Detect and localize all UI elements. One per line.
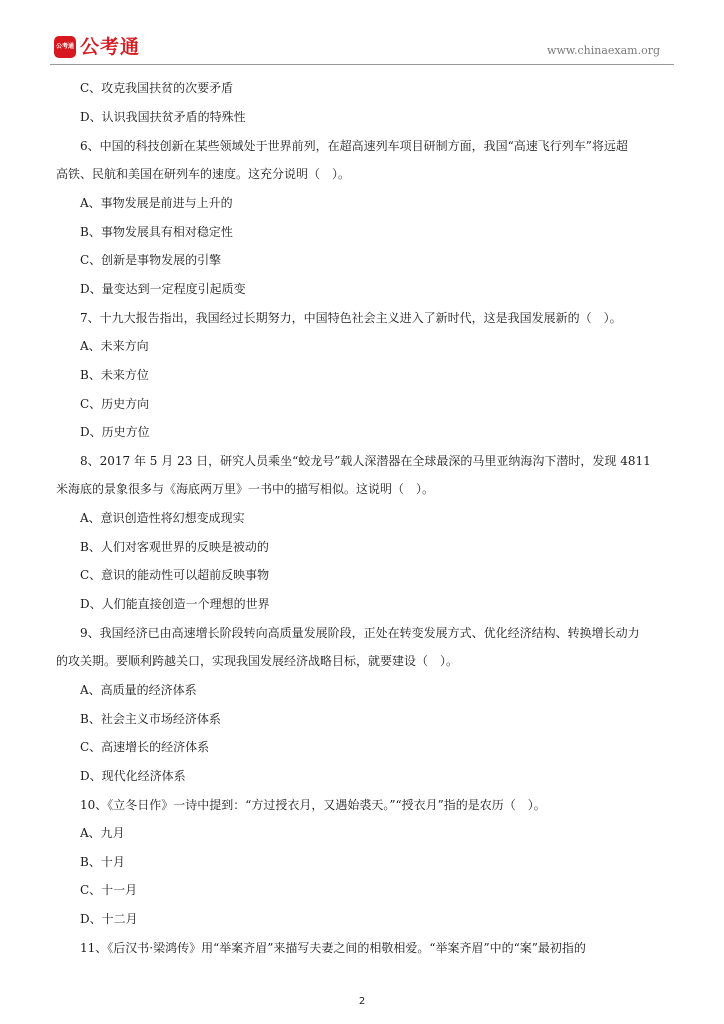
option-line: C、历史方向: [80, 397, 150, 411]
question-line: 7、十九大报告指出，我国经过长期努力，中国特色社会主义进入了新时代，这是我国发展新的（ ）。: [80, 311, 622, 325]
option-line: B、事物发展具有相对稳定性: [80, 225, 233, 239]
option-line: D、现代化经济体系: [80, 769, 186, 783]
question-line: 的攻关期。要顺利跨越关口，实现我国发展经济战略目标，就要建设（ ）。: [56, 654, 459, 668]
option-line: C、创新是事物发展的引擎: [80, 253, 222, 267]
option-line: A、事物发展是前进与上升的: [80, 196, 233, 210]
option-line: C、高速增长的经济体系: [80, 740, 210, 754]
option-line: D、认识我国扶贫矛盾的特殊性: [80, 110, 246, 124]
site-url: www.chinaexam.org: [547, 44, 660, 57]
option-line: B、人们对客观世界的反映是被动的: [80, 540, 269, 554]
page-number: 2: [358, 996, 366, 1007]
option-line: B、社会主义市场经济体系: [80, 712, 221, 726]
question-line: 11、《后汉书·梁鸿传》用“举案齐眉”来描写夫妻之间的相敬相爱。“举案齐眉”中的“案”最初指的: [80, 941, 586, 955]
option-line: D、十二月: [80, 912, 138, 926]
option-line: A、高质量的经济体系: [80, 683, 197, 697]
option-line: A、意识创造性将幻想变成现实: [80, 511, 245, 525]
question-line: 高铁、民航和美国在研列车的速度。这充分说明（ ）。: [56, 167, 351, 181]
question-line: 6、中国的科技创新在某些领域处于世界前列，在超高速列车项目研制方面，我国“高速飞行列车”将远超: [80, 139, 628, 153]
option-line: C、攻克我国扶贫的次要矛盾: [80, 81, 234, 95]
option-line: C、十一月: [80, 883, 138, 897]
option-line: D、人们能直接创造一个理想的世界: [80, 597, 270, 611]
option-line: D、历史方位: [80, 425, 150, 439]
option-line: D、量变达到一定程度引起质变: [80, 282, 246, 296]
option-line: A、未来方向: [80, 339, 149, 353]
logo-icon: 公考通: [54, 36, 76, 58]
option-line: A、九月: [80, 826, 125, 840]
question-line: 10、《立冬日作》一诗中提到：“方过授衣月，又遇始裘天。”“授衣月”指的是农历（ ）。: [80, 798, 546, 812]
page-header: [50, 34, 674, 65]
option-line: B、未来方位: [80, 368, 149, 382]
option-line: B、十月: [80, 855, 125, 869]
question-line: 9、我国经济已由高速增长阶段转向高质量发展阶段，正处在转变发展方式、优化经济结构、转换增长动力: [80, 626, 640, 640]
option-line: C、意识的能动性可以超前反映事物: [80, 568, 270, 582]
logo-text: 公考通: [80, 36, 141, 58]
question-line: 米海底的景象很多与《海底两万里》一书中的描写相似。这说明（ ）。: [56, 482, 435, 496]
question-line: 8、2017 年 5 月 23 日，研究人员乘坐“蛟龙号”载人深潜器在全球最深的马里亚纳海沟下潜时，发现 4811: [80, 454, 651, 468]
